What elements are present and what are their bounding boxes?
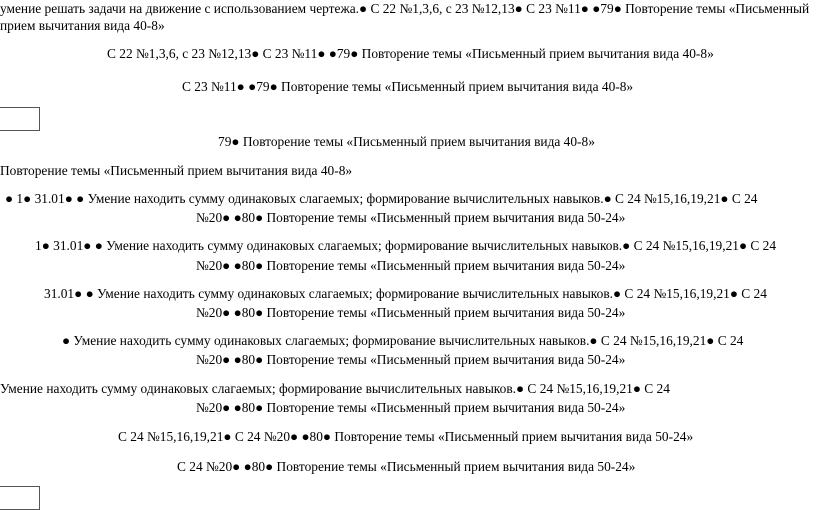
text-line-8: №20● ●80● Повторение темы «Письменный прием вычитания вида 50-24» <box>196 210 626 225</box>
table-cell-box <box>0 107 40 131</box>
text-line-9: 1● 31.01● ● Умение находить сумму одинаковых слагаемых; формирование вычислительных навыков.● С 24 №15,16,19,21● С 24 <box>35 238 777 253</box>
text-line-11: 31.01● ● Умение находить сумму одинаковых слагаемых; формирование вычислительных навыков.● С 24 №15,16,19,21● С 24 <box>44 286 767 301</box>
table-cell-box-bottom <box>0 486 40 510</box>
text-line-1: умение решать задачи на движение с использованием чертежа.● С 22 №1,3,6, с 23 №12,13● С 23 №11● ●79● Повторение темы «Письменный <box>0 1 810 16</box>
text-line-3: С 22 №1,3,6, с 23 №12,13● С 23 №11● ●79● Повторение темы «Письменный прием вычитания вида 40-8» <box>107 46 714 61</box>
text-line-4: С 23 №11● ●79● Повторение темы «Письменный прием вычитания вида 40-8» <box>182 79 634 94</box>
text-line-15: Умение находить сумму одинаковых слагаемых; формирование вычислительных навыков.● С 24 №15,16,19,21● С 24 <box>0 381 670 396</box>
text-line-18: С 24 №20● ●80● Повторение темы «Письменный прием вычитания вида 50-24» <box>177 459 636 474</box>
text-line-6: Повторение темы «Письменный прием вычитания вида 40-8» <box>0 163 353 178</box>
text-line-17: С 24 №15,16,19,21● С 24 №20● ●80● Повторение темы «Письменный прием вычитания вида 50-24» <box>118 429 694 444</box>
text-line-10: №20● ●80● Повторение темы «Письменный прием вычитания вида 50-24» <box>196 258 626 273</box>
text-line-5: 79● Повторение темы «Письменный прием вычитания вида 40-8» <box>218 134 595 149</box>
text-line-12: №20● ●80● Повторение темы «Письменный прием вычитания вида 50-24» <box>196 305 626 320</box>
text-line-2: прием вычитания вида 40-8» <box>0 18 165 33</box>
text-line-16: №20● ●80● Повторение темы «Письменный прием вычитания вида 50-24» <box>196 400 626 415</box>
text-line-13: ● Умение находить сумму одинаковых слагаемых; формирование вычислительных навыков.● С 24 №15,16,19,21● С 24 <box>62 333 744 348</box>
text-line-14: №20● ●80● Повторение темы «Письменный прием вычитания вида 50-24» <box>196 352 626 367</box>
text-line-7: ● 1● 31.01● ● Умение находить сумму одинаковых слагаемых; формирование вычислительных навыков.● С 24 №15,16,19,21● С 24 <box>5 191 758 206</box>
